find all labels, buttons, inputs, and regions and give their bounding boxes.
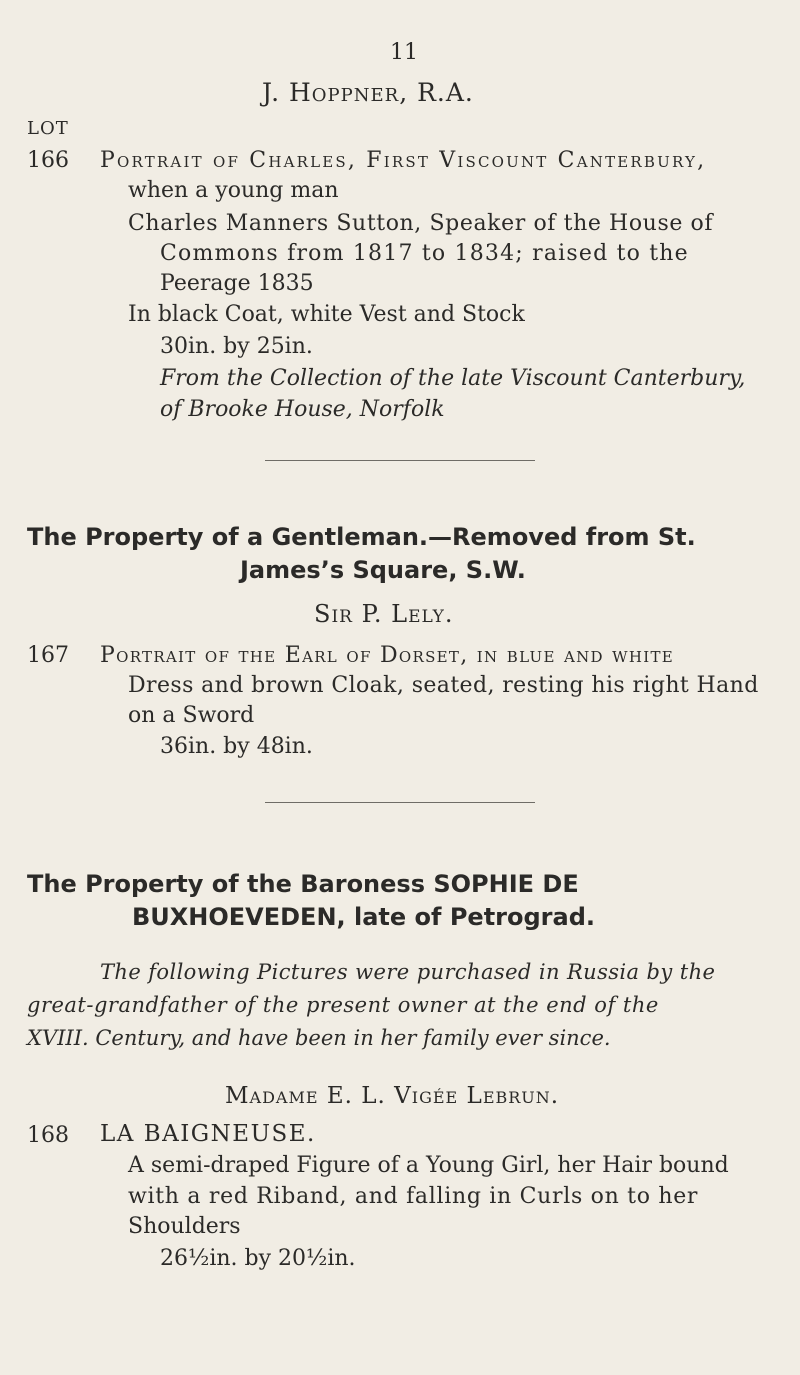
section-2-heading-line-2: James’s Square, S.W. (240, 556, 526, 584)
lot-168-size: 26½in. by 20½in. (160, 1246, 356, 1271)
lot-168-desc-line-3: Shoulders (128, 1214, 241, 1239)
lot-number-168: 168 (27, 1123, 69, 1148)
lot-167-title-line-2: Dress and brown Cloak, seated, resting his right Hand (128, 673, 759, 698)
lot-168-desc-line-2: with a red Riband, and falling in Curls on to her (128, 1184, 699, 1209)
artist-name-vigee-lebrun: Madame E. L. Vigée Lebrun. (225, 1083, 560, 1109)
lot-column-label: LOT (27, 118, 69, 139)
lot-166-title-line-1: Portrait of Charles, First Viscount Canterbury, (100, 148, 707, 173)
lot-166-size: 30in. by 25in. (160, 334, 313, 359)
artist-name-hoppner: J. Hoppner, R.A. (262, 78, 474, 107)
section-2-heading-line-1: The Property of a Gentleman.—Removed from St. (27, 523, 696, 551)
section-3-heading-line-1: The Property of the Baroness SOPHIE DE (27, 870, 579, 898)
section-3-note-line-1: The following Pictures were purchased in Russia by the (100, 960, 716, 984)
lot-number-166: 166 (27, 148, 69, 173)
page-number: 11 (390, 40, 418, 65)
artist-name-lely: Sir P. Lely. (314, 600, 454, 628)
lot-166-desc-line-1: Charles Manners Sutton, Speaker of the House of (128, 211, 714, 236)
section-3-heading-line-2: BUXHOEVEDEN, late of Petrograd. (132, 903, 595, 931)
lot-167-title-line-1: Portrait of the Earl of Dorset, in blue and white (100, 643, 675, 668)
lot-166-desc-line-2: Commons from 1817 to 1834; raised to the (160, 241, 689, 266)
lot-166-provenance-line-2: of Brooke House, Norfolk (160, 397, 445, 422)
section-3-note-line-3: XVIII. Century, and have been in her family ever since. (27, 1026, 611, 1050)
lot-167-size: 36in. by 48in. (160, 734, 313, 759)
lot-168-title: LA BAIGNEUSE. (100, 1121, 316, 1147)
lot-166-desc-line-3: Peerage 1835 (160, 271, 314, 296)
lot-number-167: 167 (27, 643, 69, 668)
lot-167-title-line-3: on a Sword (128, 703, 255, 728)
lot-166-desc-line-4: In black Coat, white Vest and Stock (128, 302, 525, 327)
lot-168-desc-line-1: A semi-draped Figure of a Young Girl, her Hair bound (128, 1153, 729, 1178)
section-divider-1 (265, 460, 535, 461)
section-divider-2 (265, 802, 535, 803)
lot-166-provenance-line-1: From the Collection of the late Viscount Canterbury, (160, 366, 746, 391)
lot-166-title-line-2: when a young man (128, 178, 339, 203)
section-3-note-line-2: great-grandfather of the present owner at the end of the (27, 993, 659, 1017)
